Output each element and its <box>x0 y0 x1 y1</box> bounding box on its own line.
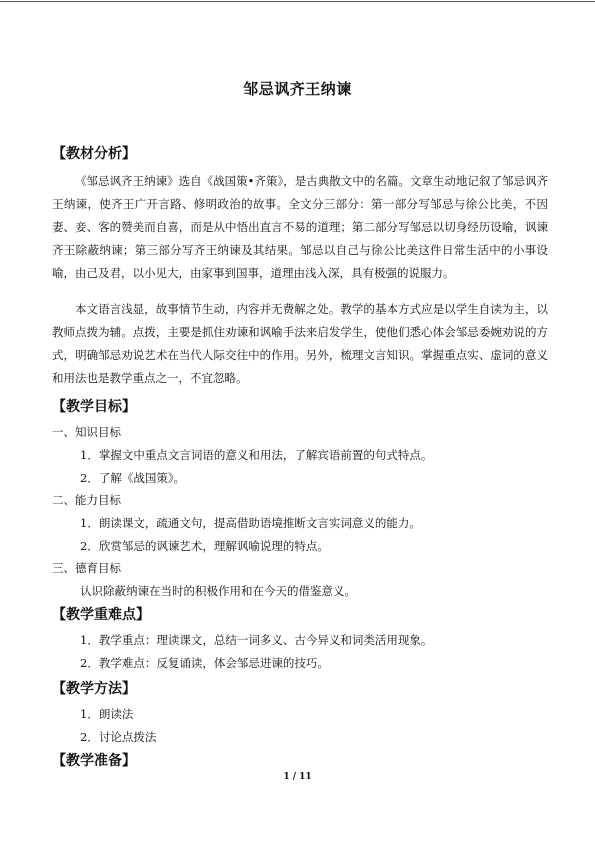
ability-objective-item: 2．欣赏邹忌的讽谏艺术，理解讽喻说理的特点。 <box>80 539 329 553</box>
method-item: 1．朗读法 <box>80 707 134 721</box>
heading-teaching-methods: 【教学方法】 <box>52 681 136 697</box>
moral-objective-text: 认识除蔽纳谏在当时的积极作用和在今天的借鉴意义。 <box>80 584 356 598</box>
heading-key-difficult-points: 【教学重难点】 <box>52 607 150 623</box>
knowledge-objective-item: 2．了解《战国策》。 <box>80 471 186 485</box>
ability-objective-item: 1．朗读课文，疏通文句，提高借助语境推断文言实词意义的能力。 <box>80 516 421 530</box>
analysis-paragraph-2: 本文语言浅显，故事情节生动，内容并无费解之处。教学的基本方式应是以学生自读为主，以教师点拨为辅。点拨，主要是抓住劝谏和讽喻手法来启发学生，使他们悉心体会邹忌委婉劝说的方式，明确邹忌劝说艺术在当代人际交往中的作用。另外，梳理文言知识。掌握重点实、虚词的意义和用法也是教学重点之一，不宜忽略。 <box>52 302 548 385</box>
ability-objectives-label: 二、能力目标 <box>52 493 121 507</box>
moral-objectives-label: 三、德育目标 <box>52 561 121 575</box>
heading-textbook-analysis: 【教材分析】 <box>52 146 136 162</box>
analysis-paragraph-1: 《邹忌讽齐王纳谏》选自《战国策•齐策》，是古典散文中的名篇。文章生动地记叙了邹忌讽齐王纳谏，使齐王广开言路、修明政治的故事。全文分三部分：第一部分写邹忌与徐公比美，不因妻、妾、客的赞美而自喜，而是从中悟出直言不易的道理；第二部分写邹忌以切身经历设喻，讽谏齐王除蔽纳谏；第三部分写齐王纳谏及其结果。邹忌以自己与徐公比美这件日常生活中的小事设喻，由己及君，以小见大，由家事到国事，道理由浅入深，具有极强的说服力。 <box>52 174 548 280</box>
page-number: 1 / 11 <box>283 772 312 782</box>
knowledge-objectives-label: 一、知识目标 <box>52 425 121 439</box>
knowledge-objective-item: 1．掌握文中重点文言词语的意义和用法，了解宾语前置的句式特点。 <box>80 448 433 462</box>
heading-teaching-preparation: 【教学准备】 <box>52 753 136 769</box>
heading-teaching-objectives: 【教学目标】 <box>52 399 136 415</box>
key-point-item: 2．教学难点：反复诵读，体会邹忌进谏的技巧。 <box>80 656 329 670</box>
key-point-item: 1．教学重点：理读课文，总结一词多义、古今异义和词类活用现象。 <box>80 633 433 647</box>
method-item: 2．讨论点拨法 <box>80 730 157 744</box>
document-title: 邹忌讽齐王纳谏 <box>243 80 352 98</box>
